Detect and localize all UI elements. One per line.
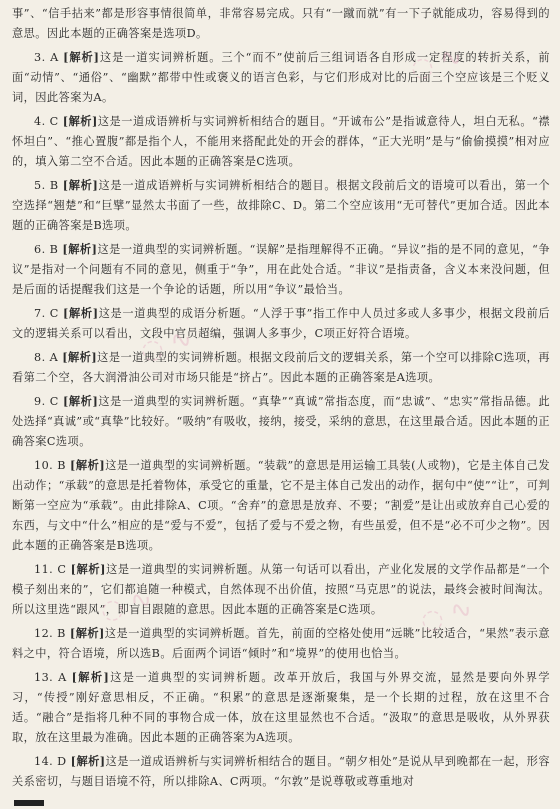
watermark-logo: ◌ ∿ [416,592,477,638]
answer-item-3 [12,47,550,108]
answer-item-7 [12,303,550,344]
analysis-tag: [解析] [69,626,105,640]
analysis-tag: [解析] [70,754,106,768]
answer-text: 这是一道典型的实词辨析题。根据文段前后文的逻辑关系，第一个空可以排除C选项，再看第二个空，各大润滑油公司对市场只能是“挤占”。因此本题的正确答案是A选项。 [12,351,550,384]
answer-item-6 [12,239,550,300]
answer-number: 10. B [34,459,66,472]
answer-number: 9. C [34,395,59,408]
analysis-tag: [解析] [63,306,99,320]
answer-text: 这是一道典型的实词辨析题。“误解”是指理解得不正确。“异议”指的是不同的意见，“争议”是指对一个问题有不同的意见，侧重于“争”，用在此处合适。“非议”是指责备，含义本来没问题，但是后面的话提醒我们这是一个争论的话题，所以用“争议”最恰当。 [12,243,550,296]
answer-item-5 [12,175,550,236]
answer-item-8 [12,347,550,388]
answer-number: 7. C [34,307,59,320]
answer-number: 11. C [34,563,67,576]
answer-text: 这是一道成语辨析与实词辨析相结合的题目。“朝夕相处”是说从早到晚都在一起，形容关系密切，与题目语境不符，所以排除A、C两项。“尔敦”是说尊敬或尊重地对 [12,755,550,788]
answer-number: 3. A [34,51,59,64]
answer-item-11 [12,559,550,620]
answer-number: 14. D [34,755,67,768]
answer-text: 这是一道典型的成语分析题。“人浮于事”指工作中人员过多或人多事少，根据文段前后文的逻辑关系可以看出，文段中官员超编，强调人多事少，C项正好符合语境。 [12,307,550,340]
answer-item-10 [12,455,550,556]
answer-text: 这是一道典型的实词辨析题。从第一句话可以看出，产业化发展的文学作品都是“一个模子刻出来的”，它们都追随一种模式，自然体现不出价值，按照“马克思”的说法，最终会被时间淘汰。所以这里选“跟风”，即盲目跟随的意思。因此本题的正确答案是C选项。 [12,563,550,616]
answer-number: 12. B [34,627,66,640]
answer-item-4 [12,111,550,172]
analysis-tag: [解析] [63,50,100,64]
answer-text: 这是一道实词辨析题。三个“而不”使前后三组词语各自形成一定程度的转折关系，前面“动情”、“通俗”、“幽默”都带中性或褒义的语言色彩，与它们形成对比的后面三个空应该是三个贬义词，因此答案为A。 [12,51,550,104]
answer-text: 这是一道典型的实词辨析题。“真挚”“真诚”常指态度，而“忠诚”、“忠实”常指品德。此处选择“真诚”或“真挚”比较好。“吸纳”有吸收，接纳，接受，采纳的意思，在这里最合适。因此本题的正确答案C选项。 [12,395,550,448]
watermark-logo: ◌ ∿ [406,40,467,86]
answer-item-12 [12,623,550,664]
answer-number: 13. A [34,671,67,684]
analysis-tag: [解析] [62,350,98,364]
answer-number: 8. A [34,351,59,364]
answer-text: 这是一道典型的实词辨析题。“装载”的意思是用运输工具装(人或物)，它是主体自己发出动作；“承载”的意思是托着物体，承受它的重量，它不是主体自己发出的动作，据句中“使”“让”，可判断第一空应为“承载”。由此排除A、C项。“舍弃”的意思是放弃、不要；“割爱”是让出或放弃自己心爱的东西，与文中“什么”相应的是“爱与不爱”，包括了爱与不爱之物，有些虽爱，但不是“必不可少之物”。因此本题的正确答案是B选项。 [12,459,550,552]
watermark-logo: ◌ ∿ [96,582,157,628]
answer-item-14 [12,751,550,792]
answer-text: 这是一道典型的实词辨析题。改革开放后，我国与外界交流，显然是要向外界学习，“传授”刚好意思相反，不正确。“积累”的意思是逐渐聚集，是一个长期的过程，放在这里不合适。“融合”是指将几种不同的事物合成一体，放在这里显然也不合适。“汲取”的意思是吸收，从外界获取，放在这里最为准确。因此本题的正确答案为A选项。 [12,671,550,744]
answer-text: 这是一道成语辨析与实词辨析相结合的题目。根据文段前后文的语境可以看出，第一个空选择“翘楚”和“巨擘”显然太书面了一些，故排除C、D。第二个空应该用“无可替代”更加合适。因此本题的正确答案是B选项。 [12,179,550,232]
answer-text: 这是一道成语辨析与实词辨析相结合的题目。“开诚布公”是指诚意待人，坦白无私。“襟怀坦白”、“推心置腹”都是指个人，不能用来搭配此处的开会的群体，“正大光明”是与“偷偷摸摸”相对应的，填入第二空不合适。因此本题的正确答案是C选项。 [12,115,550,168]
answer-number: 6. B [34,243,59,256]
page-footer-mark [14,800,44,806]
analysis-tag: [解析] [62,178,99,192]
answer-item-9 [12,391,550,452]
analysis-tag: [解析] [62,242,98,256]
analysis-tag: [解析] [62,394,99,408]
analysis-tag: [解析] [71,670,110,684]
analysis-tag: [解析] [62,114,98,128]
answer-paragraph-continued [12,4,550,44]
answer-text: 事”、“信手拈来”都是形容事情很简单，非常容易完成。只有“一蹴而就”有一下子就能成功，容易得到的意思。因此本题的正确答案是选项D。 [12,7,550,40]
analysis-tag: [解析] [70,562,106,576]
answer-item-13 [12,667,550,748]
answer-number: 4. C [34,115,59,128]
analysis-tag: [解析] [70,458,106,472]
answer-text: 这是一道典型的实词辨析题。首先，前面的空格处使用“远眺”比较适合，“果然”表示意料之中，符合语境，所以选B。后面两个词语“倾时”和“境界”的使用也恰当。 [12,627,550,660]
watermark-logo: ◌ ∿ [136,322,197,368]
answer-number: 5. B [34,179,59,192]
